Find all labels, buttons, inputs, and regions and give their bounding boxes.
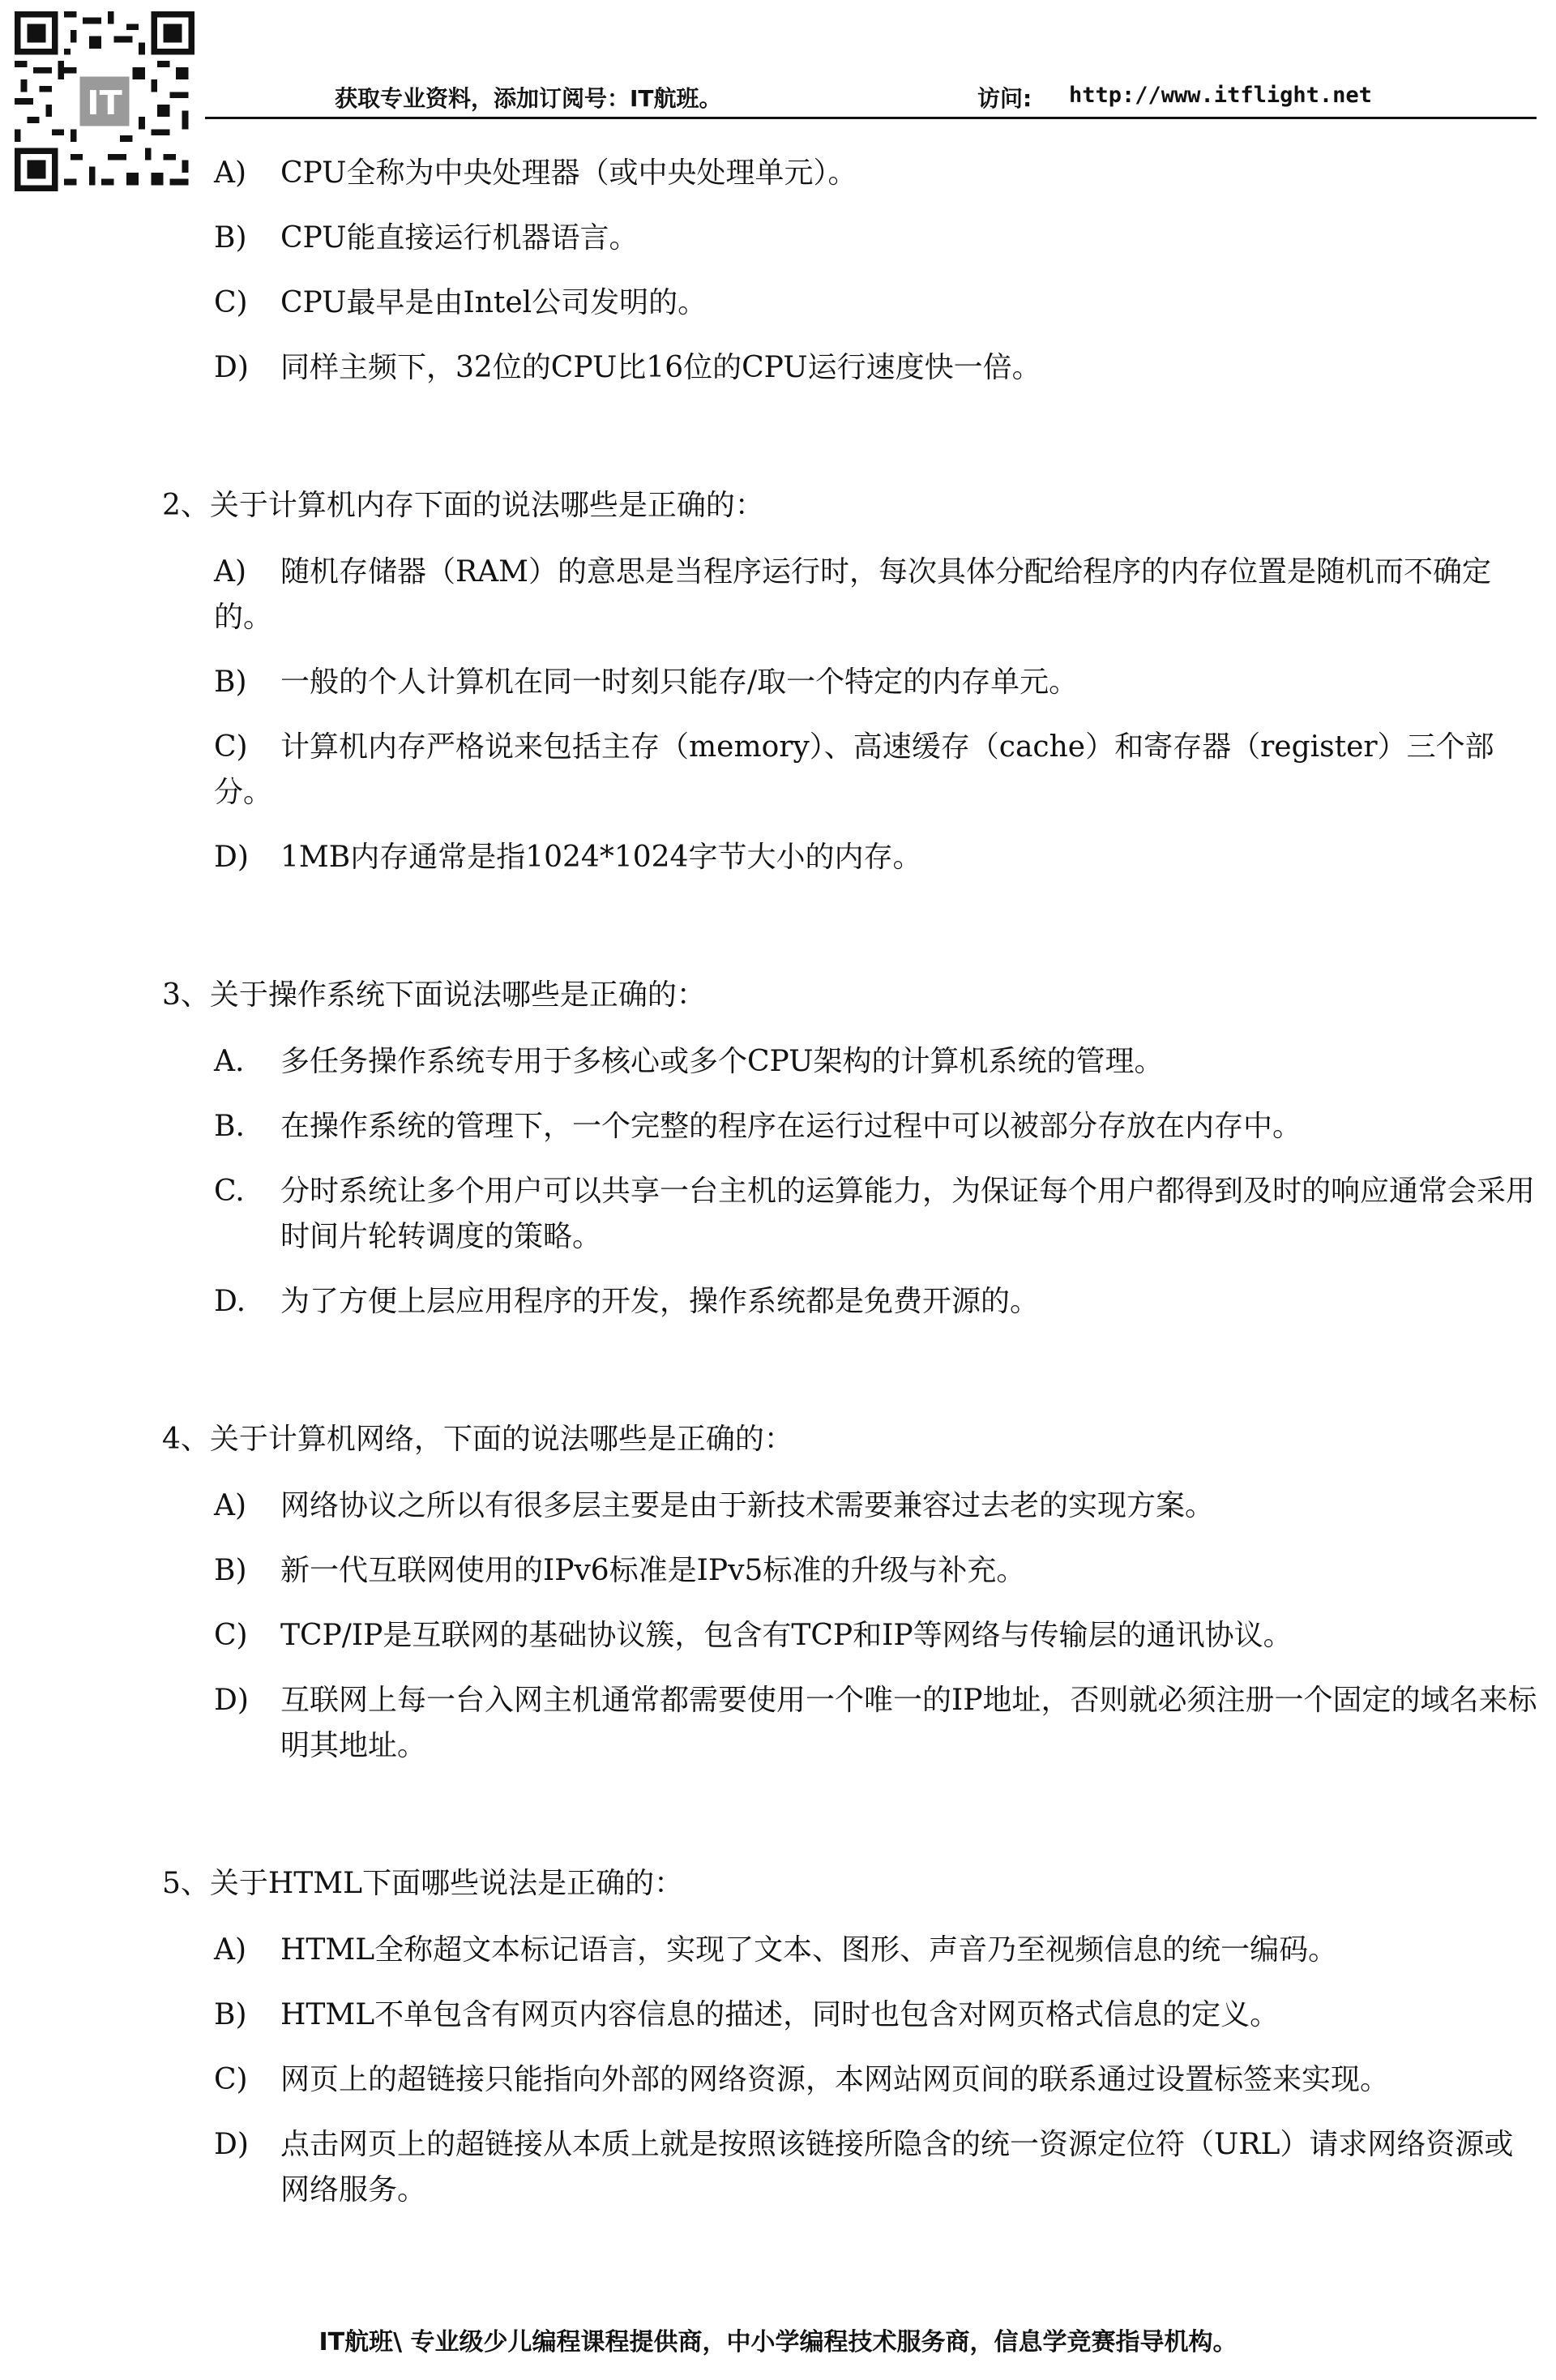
option-label: C.: [214, 1175, 245, 1208]
option-label: B): [214, 666, 247, 699]
question-5-option-a: [162, 1928, 1540, 1973]
qr-logo-text: IT: [87, 83, 122, 123]
option-label: A): [214, 1933, 247, 1967]
option-label: C): [214, 730, 248, 764]
header-visit-label: 访问:: [977, 85, 1032, 112]
question-1-option-a: [162, 151, 1540, 196]
question-4-option-a: [162, 1483, 1540, 1529]
question-2-option-d: [162, 835, 1540, 880]
option-text: CPU能直接运行机器语言。: [280, 221, 639, 255]
option-text: 一般的个人计算机在同一时刻只能存/取一个特定的内存单元。: [280, 666, 1079, 699]
option-text: 随机存储器（RAM）的意思是当程序运行时，每次具体分配给程序的内存位置是随机而不确定的。: [214, 555, 1491, 634]
question-1-option-c: [162, 280, 1540, 326]
option-label: B): [214, 1554, 247, 1587]
question-5-option-d: [162, 2122, 1540, 2213]
option-text: CPU最早是由Intel公司发明的。: [280, 286, 707, 319]
question-4-option-b: [162, 1548, 1540, 1594]
question-3-option-a: [162, 1039, 1540, 1085]
header-url-link[interactable]: http://www.itflight.net: [1069, 83, 1372, 108]
option-label: A): [214, 156, 247, 190]
option-text: HTML不单包含有网页内容信息的描述，同时也包含对网页格式信息的定义。: [280, 1998, 1280, 2031]
header-subscribe-text: 获取专业资料，添加订阅号：IT航班。: [335, 85, 722, 112]
option-label: B): [214, 221, 247, 255]
option-text: 在操作系统的管理下，一个完整的程序在运行过程中可以被部分存放在内存中。: [280, 1110, 1302, 1143]
question-3-option-b: [162, 1104, 1540, 1149]
option-text: 网页上的超链接只能指向外部的网络资源，本网站网页间的联系通过设置标签来实现。: [280, 2063, 1390, 2096]
question-2-title: 2、关于计算机内存下面的说法哪些是正确的：: [162, 489, 764, 522]
option-text: CPU全称为中央处理器（或中央处理单元）。: [280, 156, 857, 190]
question-3-option-c: [162, 1169, 1540, 1260]
option-label: B.: [214, 1110, 245, 1143]
question-4-option-c: [162, 1613, 1540, 1659]
question-5-option-c: [162, 2057, 1540, 2103]
option-label: D): [214, 841, 249, 874]
question-4-title: 4、关于计算机网络，下面的说法哪些是正确的：: [162, 1423, 793, 1456]
question-list: [162, 151, 1540, 2232]
question-4-option-d: [162, 1678, 1540, 1769]
option-text: 新一代互联网使用的IPv6标准是IPv5标准的升级与补充。: [280, 1554, 1026, 1587]
option-text: 互联网上每一台入网主机通常都需要使用一个唯一的IP地址，否则就必须注册一个固定的域名来标明其地址。: [280, 1684, 1537, 1762]
option-label: C): [214, 2063, 248, 2096]
option-text: TCP/IP是互联网的基础协议簇，包含有TCP和IP等网络与传输层的通讯协议。: [280, 1619, 1293, 1652]
question-1-option-b: [162, 216, 1540, 261]
question-5-title: 5、关于HTML下面哪些说法是正确的：: [162, 1867, 684, 1900]
question-3: [162, 976, 1540, 1325]
question-2-option-c: [162, 725, 1540, 815]
option-label: C): [214, 286, 248, 319]
option-text: 为了方便上层应用程序的开发，操作系统都是免费开源的。: [280, 1285, 1040, 1318]
page-footer: IT航班\ 专业级少儿编程课程提供商，中小学编程技术服务商，信息学竞赛指导机构。: [318, 2328, 1238, 2356]
option-label: D): [214, 2128, 249, 2161]
question-3-option-d: [162, 1279, 1540, 1325]
question-1: [162, 151, 1540, 391]
option-label: A): [214, 555, 247, 589]
option-text: 同样主频下，32位的CPU比16位的CPU运行速度快一倍。: [280, 351, 1041, 384]
question-4: [162, 1420, 1540, 1769]
option-label: D.: [214, 1285, 246, 1318]
option-label: B): [214, 1998, 247, 2031]
option-label: A.: [214, 1045, 245, 1078]
option-text: 分时系统让多个用户可以共享一台主机的运算能力，为保证每个用户都得到及时的响应通常会采用时间片轮转调度的策略。: [280, 1175, 1536, 1253]
option-text: 网络协议之所以有很多层主要是由于新技术需要兼容过去老的实现方案。: [280, 1489, 1215, 1522]
option-text: 多任务操作系统专用于多核心或多个CPU架构的计算机系统的管理。: [280, 1045, 1164, 1078]
question-2-option-a: [162, 550, 1540, 640]
option-text: HTML全称超文本标记语言，实现了文本、图形、声音乃至视频信息的统一编码。: [280, 1933, 1338, 1967]
question-2: [162, 486, 1540, 880]
option-text: 点击网页上的超链接从本质上就是按照该链接所隐含的统一资源定位符（URL）请求网络资源或网络服务。: [280, 2128, 1514, 2207]
question-1-option-d: [162, 345, 1540, 391]
page-header: [205, 75, 1537, 119]
question-5: [162, 1864, 1540, 2213]
question-3-title: 3、关于操作系统下面说法哪些是正确的：: [162, 978, 706, 1012]
option-label: A): [214, 1489, 247, 1522]
option-label: C): [214, 1619, 248, 1652]
option-label: D): [214, 351, 249, 384]
option-label: D): [214, 1684, 249, 1717]
question-2-option-b: [162, 660, 1540, 705]
option-text: 1MB内存通常是指1024*1024字节大小的内存。: [280, 841, 922, 874]
option-text: 计算机内存严格说来包括主存（memory）、高速缓存（cache）和寄存器（register）三个部分。: [214, 730, 1494, 809]
question-5-option-b: [162, 1993, 1540, 2038]
